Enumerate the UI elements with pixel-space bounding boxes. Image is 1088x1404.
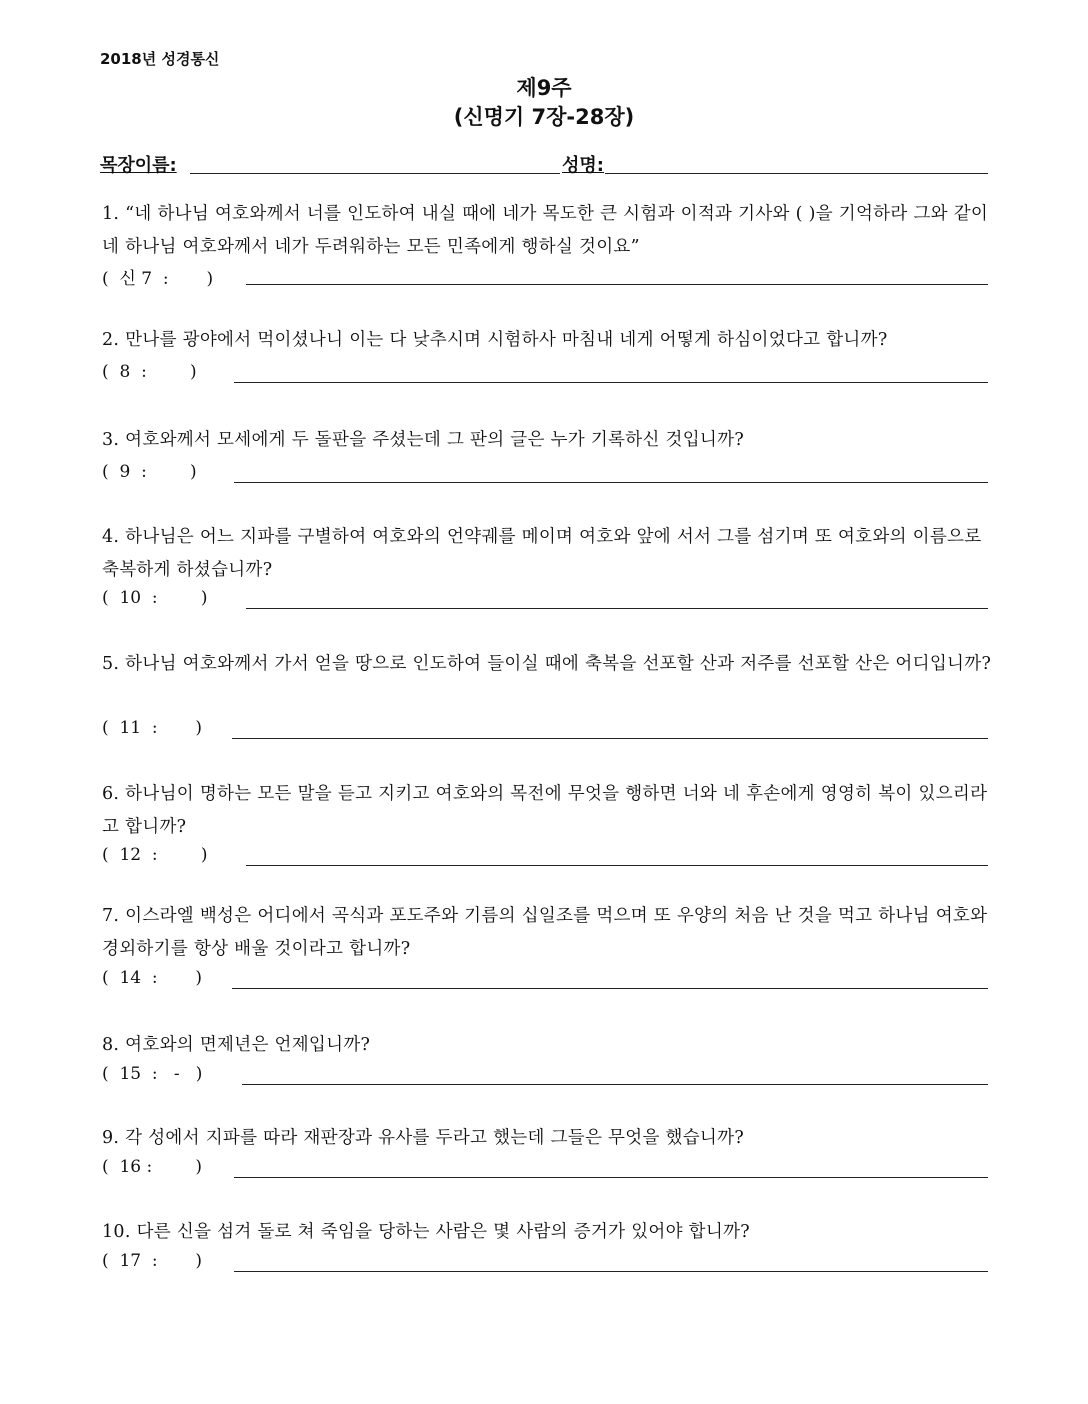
question-text: 8. 여호와의 면제년은 언제입니까? [102,1035,371,1055]
answer-row-2 [102,360,988,390]
name-field[interactable] [605,173,988,174]
verse-reference: ( 8 : ) [102,362,197,382]
verse-reference: ( 11 : ) [102,718,203,738]
answer-row-8 [102,1062,988,1092]
verse-reference: ( 12 : ) [102,845,208,865]
answer-row-4 [102,586,988,616]
answer-line[interactable] [232,988,988,989]
info-row [100,151,988,177]
question-4 [102,521,992,587]
question-10 [102,1216,992,1249]
pastor-name-field[interactable] [190,173,560,174]
question-text: 6. 하나님이 명하는 모든 말을 듣고 지키고 여호와의 목전에 무엇을 행하면 너와 네 후손에게 영영히 복이 있으리라고 합니까? [102,784,988,837]
name-label: 성명: [562,155,604,176]
question-text: 2. 만나를 광야에서 먹이셨나니 이는 다 낮추시며 시험하사 마침내 네게 어떻게 하심이었다고 합니까? [102,330,888,350]
answer-row-7 [102,966,988,996]
chapter-range: (신명기 7장-28장) [453,105,635,129]
question-text: 1. “네 하나님 여호와께서 너를 인도하여 내실 때에 네가 목도한 큰 시험과 이적과 기사와 ( )을 기억하라 그와 같이 네 하나님 여호와께서 네가 두려워하는 모든 민족에게 행하실 것이요” [102,204,989,257]
question-7 [102,900,992,966]
question-6 [102,778,992,844]
verse-reference: ( 15 : - ) [102,1064,203,1084]
verse-reference: ( 17 : ) [102,1251,203,1271]
question-text: 7. 이스라엘 백성은 어디에서 곡식과 포도주와 기름의 십일조를 먹으며 또 우양의 처음 난 것을 먹고 하나님 여호와 경외하기를 항상 배울 것이라고 합니까? [102,906,988,959]
question-9 [102,1122,992,1155]
question-text: 10. 다른 신을 섬겨 돌로 쳐 죽임을 당하는 사람은 몇 사람의 증거가 있어야 합니까? [102,1222,750,1242]
verse-reference: ( 14 : ) [102,968,203,988]
answer-line[interactable] [246,608,988,609]
answer-row-1 [102,262,988,292]
answer-line[interactable] [234,482,988,483]
answer-row-10 [102,1249,988,1279]
answer-row-6 [102,843,988,873]
answer-row-5 [102,716,988,746]
answer-line[interactable] [242,1084,988,1085]
answer-row-9 [102,1155,988,1185]
question-text: 4. 하나님은 어느 지파를 구별하여 여호와의 언약궤를 메이며 여호와 앞에 서서 그를 섬기며 또 여호와의 이름으로 축복하게 하셨습니까? [102,527,982,580]
question-2 [102,324,992,357]
header-year-label: 2018년 성경통신 [100,50,220,68]
verse-reference: ( 16 : ) [102,1157,203,1177]
answer-row-3 [102,460,988,490]
answer-line[interactable] [234,1271,988,1272]
question-1 [102,198,992,264]
verse-reference: ( 10 : ) [102,588,208,608]
answer-line[interactable] [232,738,988,739]
pastor-label: 목장이름: [100,155,177,176]
question-text: 3. 여호와께서 모세에게 두 돌판을 주셨는데 그 판의 글은 누가 기록하신 것입니까? [102,430,745,450]
answer-line[interactable] [246,284,988,285]
verse-reference: ( 9 : ) [102,462,197,482]
question-text: 9. 각 성에서 지파를 따라 재판장과 유사를 두라고 했는데 그들은 무엇을 했습니까? [102,1128,745,1148]
question-8 [102,1029,992,1062]
verse-reference: ( 신 7 : ) [102,269,214,289]
question-3 [102,424,992,457]
answer-line[interactable] [246,865,988,866]
answer-line[interactable] [234,1177,988,1178]
question-5 [102,648,992,681]
question-text: 5. 하나님 여호와께서 가서 얻을 땅으로 인도하여 들이실 때에 축복을 선포할 산과 저주를 선포할 산은 어디입니까? [102,654,992,674]
week-title: 제9주 [516,76,572,100]
answer-line[interactable] [234,382,988,383]
